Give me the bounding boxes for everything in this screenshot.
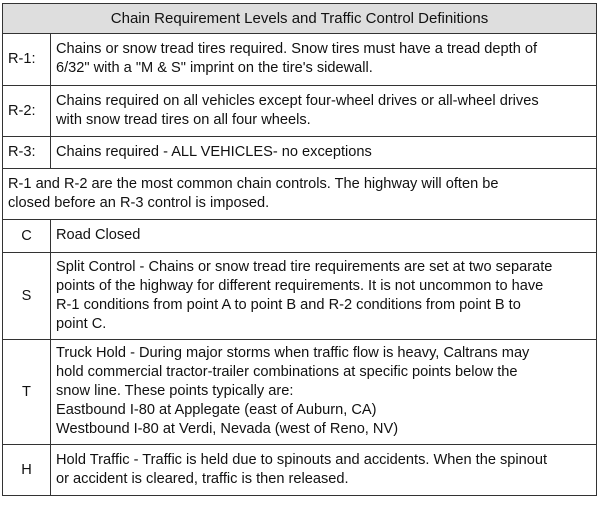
definition-line: Eastbound I-80 at Applegate (east of Auburn, CA)	[56, 402, 377, 418]
note-line: R-1 and R-2 are the most common chain controls. The highway will often be	[8, 175, 499, 192]
definition-line: with snow tread tires on all four wheels.	[56, 111, 311, 128]
definition-cell	[51, 220, 597, 253]
code-cell: S	[3, 253, 51, 340]
definition-cell	[51, 137, 597, 169]
definition-cell	[51, 340, 597, 445]
definition-line: 6/32" with a "M & S" imprint on the tire's sidewall.	[56, 60, 373, 76]
table-row-r2	[3, 86, 597, 137]
definition-line: or accident is cleared, traffic is then released.	[56, 470, 349, 487]
definition-cell	[51, 34, 597, 86]
code-cell: C	[3, 220, 51, 253]
code-cell: R-1:	[3, 34, 51, 86]
definition-line: R-1 conditions from point A to point B and R-2 conditions from point B to	[56, 296, 521, 313]
table-row-h	[3, 445, 597, 496]
definition-line: point C.	[56, 315, 107, 332]
definition-line: hold commercial tractor-trailer combinations at specific points below the	[56, 364, 518, 380]
table-row-r3	[3, 137, 597, 169]
definition-line: Road Closed	[56, 227, 141, 243]
chain-requirements-table	[2, 3, 597, 496]
note-line: closed before an R-3 control is imposed.	[8, 194, 270, 211]
note-cell	[3, 169, 597, 220]
definition-line: points of the highway for different requirements. It is not uncommon to have	[56, 277, 544, 294]
table-row-t	[3, 340, 597, 445]
table-note-row	[3, 169, 597, 220]
table-header-row	[3, 4, 597, 34]
table-row-c	[3, 220, 597, 253]
definition-line: Hold Traffic - Traffic is held due to spinouts and accidents. When the spinout	[56, 451, 548, 468]
code-cell: R-3:	[3, 137, 51, 169]
definition-line: Westbound I-80 at Verdi, Nevada (west of Reno, NV)	[56, 421, 399, 437]
definition-cell	[51, 86, 597, 137]
definition-line: Truck Hold - During major storms when traffic flow is heavy, Caltrans may	[56, 345, 530, 361]
definition-line: Split Control - Chains or snow tread tire requirements are set at two separate	[56, 258, 553, 275]
code-cell: H	[3, 445, 51, 496]
definition-line: Chains required on all vehicles except four-wheel drives or all-wheel drives	[56, 92, 539, 109]
table-row-r1	[3, 34, 597, 86]
table-title: Chain Requirement Levels and Traffic Control Definitions	[3, 4, 597, 34]
definition-cell	[51, 445, 597, 496]
code-cell: T	[3, 340, 51, 445]
table-row-s	[3, 253, 597, 340]
code-cell: R-2:	[3, 86, 51, 137]
definition-cell	[51, 253, 597, 340]
definition-line: Chains or snow tread tires required. Snow tires must have a tread depth of	[56, 41, 538, 57]
definition-line: Chains required - ALL VEHICLES- no exceptions	[56, 143, 372, 160]
definition-line: snow line. These points typically are:	[56, 383, 294, 399]
